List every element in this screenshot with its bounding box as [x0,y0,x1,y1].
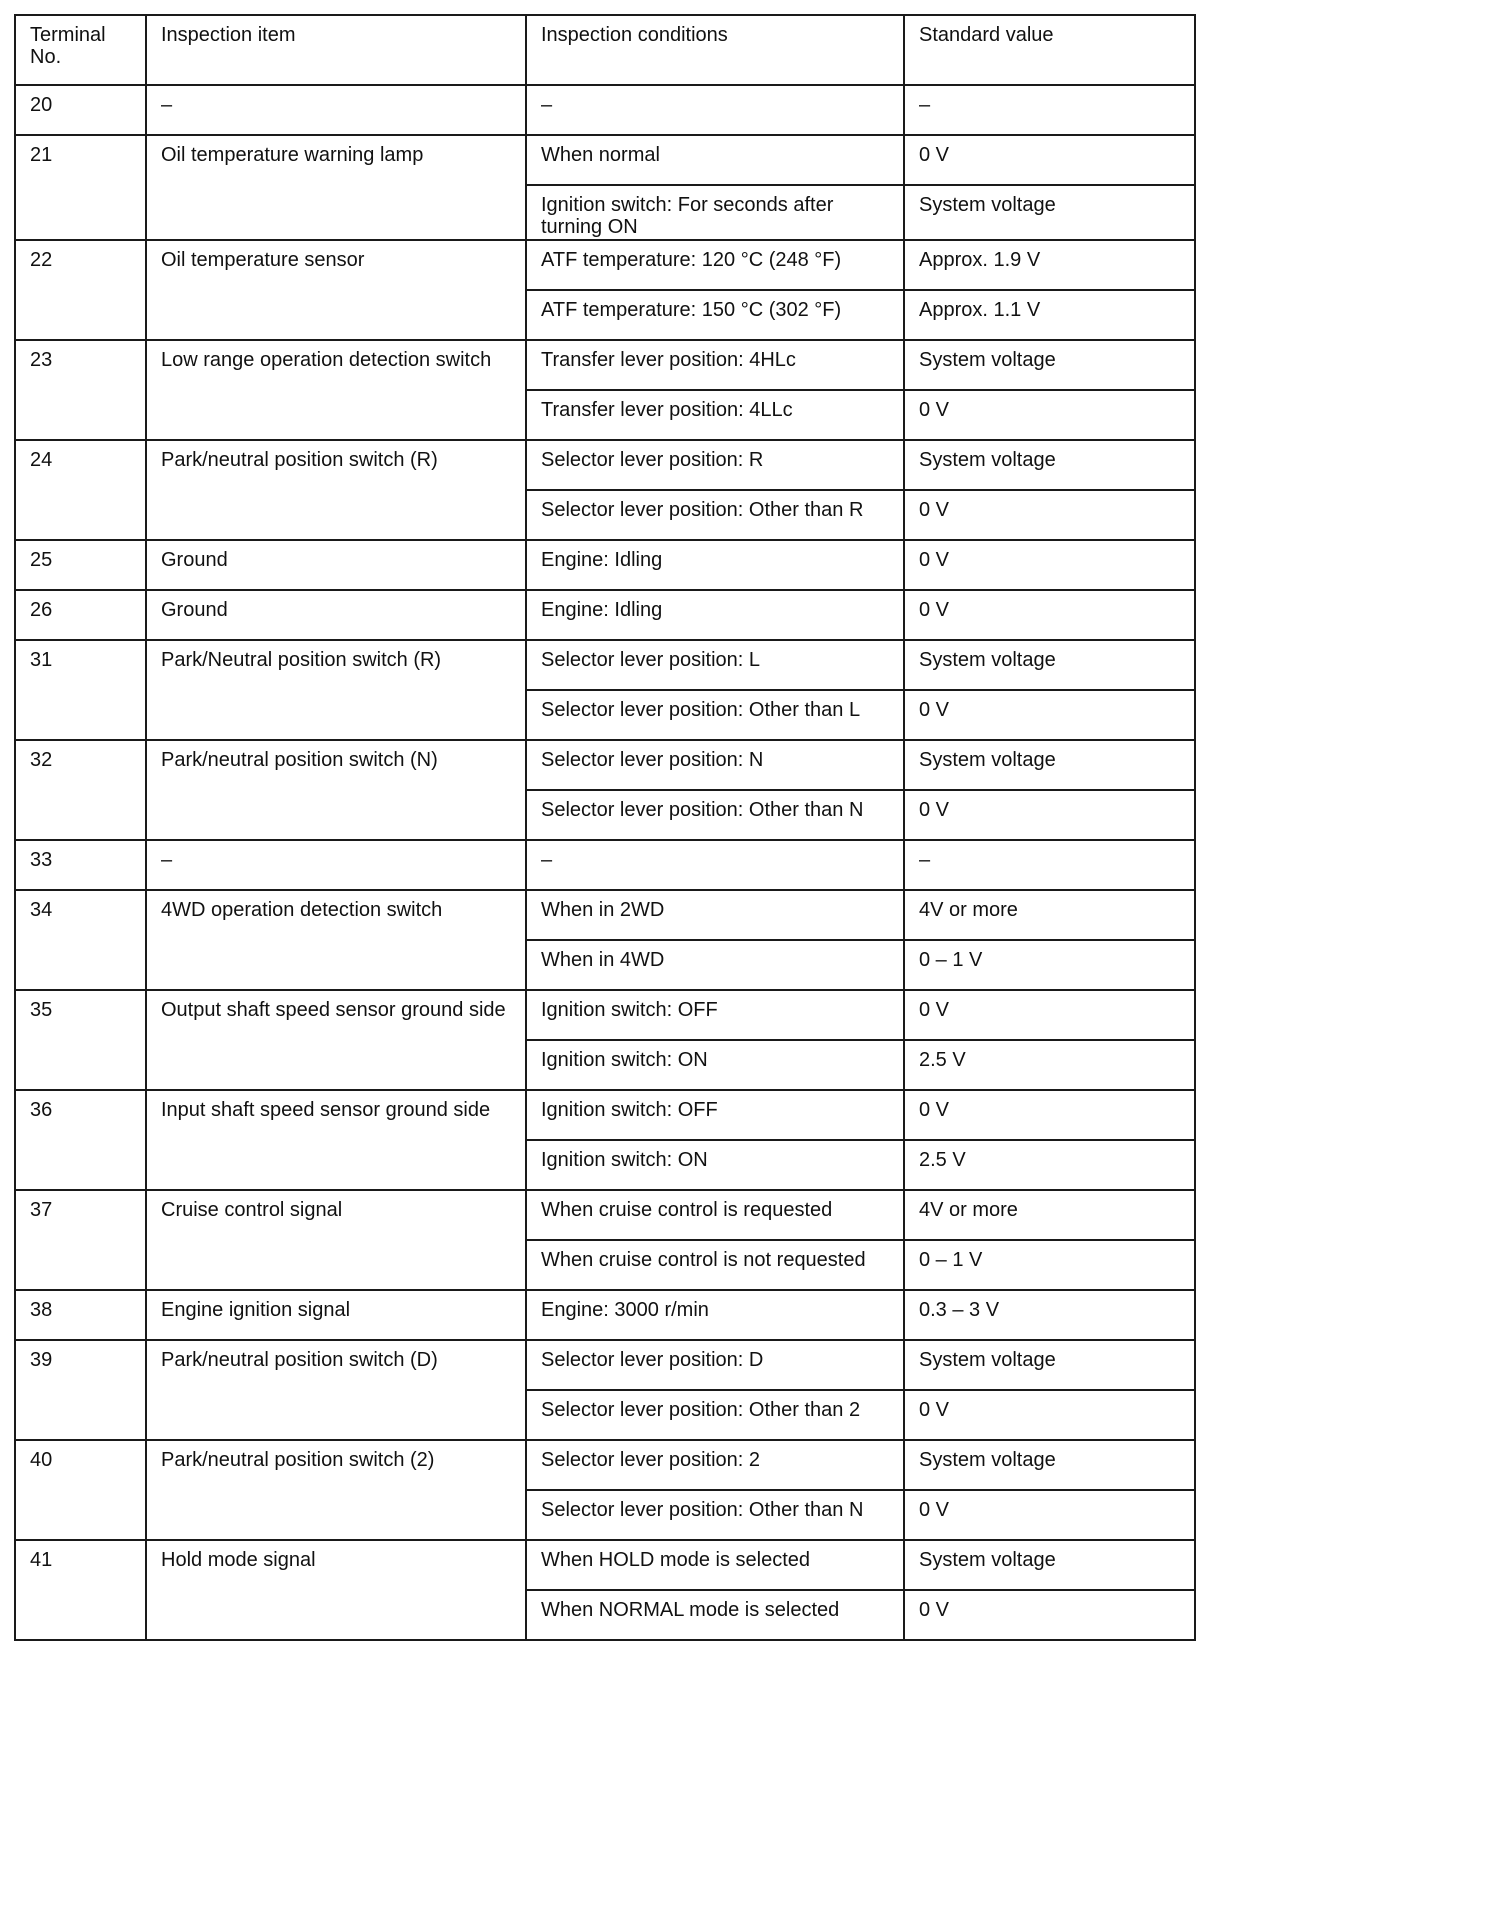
terminal-number-cell: 24 [15,440,146,540]
terminal-number-cell: 22 [15,240,146,340]
inspection-condition-cell: Ignition switch: OFF [526,1090,904,1140]
inspection-item-cell: Hold mode signal [146,1540,526,1640]
inspection-condition-cell: When normal [526,135,904,185]
terminal-number-cell: 41 [15,1540,146,1640]
table-row [15,640,1195,690]
standard-value-cell: System voltage [904,640,1195,690]
inspection-condition-cell: Transfer lever position: 4LLc [526,390,904,440]
table-row [15,590,1195,640]
table-row [15,1440,1195,1490]
inspection-condition-cell: When HOLD mode is selected [526,1540,904,1590]
standard-value-cell: 2.5 V [904,1140,1195,1190]
standard-value-cell: System voltage [904,440,1195,490]
inspection-item-cell: Park/neutral position switch (D) [146,1340,526,1440]
inspection-condition-cell: Ignition switch: ON [526,1140,904,1190]
standard-value-cell: 0 V [904,390,1195,440]
table-row [15,340,1195,390]
standard-value-cell: 2.5 V [904,1040,1195,1090]
inspection-table [14,14,1196,1641]
inspection-condition-cell: – [526,85,904,135]
inspection-condition-cell: When in 2WD [526,890,904,940]
inspection-item-cell: Ground [146,540,526,590]
table-row [15,240,1195,290]
header-inspection-conditions: Inspection conditions [526,15,904,85]
terminal-number-cell: 34 [15,890,146,990]
inspection-condition-cell: Selector lever position: Other than N [526,790,904,840]
inspection-item-cell: 4WD operation detection switch [146,890,526,990]
inspection-condition-cell: Selector lever position: Other than 2 [526,1390,904,1440]
standard-value-cell: 0 V [904,590,1195,640]
table-row [15,1540,1195,1590]
inspection-item-cell: Oil temperature warning lamp [146,135,526,240]
inspection-item-cell: Cruise control signal [146,1190,526,1290]
header-terminal-no: Terminal No. [15,15,146,85]
standard-value-cell: 0 – 1 V [904,1240,1195,1290]
header-row [15,15,1195,85]
table-body [15,85,1195,1640]
standard-value-cell: 0 V [904,135,1195,185]
terminal-number-cell: 26 [15,590,146,640]
inspection-item-cell: Park/neutral position switch (N) [146,740,526,840]
standard-value-cell: Approx. 1.9 V [904,240,1195,290]
terminal-number-cell: 25 [15,540,146,590]
table-row [15,990,1195,1040]
inspection-item-cell: Low range operation detection switch [146,340,526,440]
inspection-item-cell: Input shaft speed sensor ground side [146,1090,526,1190]
header-inspection-item: Inspection item [146,15,526,85]
inspection-condition-cell: Selector lever position: Other than R [526,490,904,540]
table-header [15,15,1195,85]
inspection-condition-cell: When cruise control is not requested [526,1240,904,1290]
inspection-condition-cell: Engine: 3000 r/min [526,1290,904,1340]
table-row [15,440,1195,490]
standard-value-cell: 0 V [904,1390,1195,1440]
inspection-condition-cell: Selector lever position: Other than N [526,1490,904,1540]
inspection-item-cell: Park/neutral position switch (2) [146,1440,526,1540]
table-row [15,840,1195,890]
standard-value-cell: System voltage [904,340,1195,390]
standard-value-cell: System voltage [904,740,1195,790]
standard-value-cell: 4V or more [904,890,1195,940]
inspection-item-cell: Ground [146,590,526,640]
standard-value-cell: 0 V [904,990,1195,1040]
terminal-number-cell: 21 [15,135,146,240]
inspection-condition-cell: ATF temperature: 150 °C (302 °F) [526,290,904,340]
terminal-number-cell: 39 [15,1340,146,1440]
inspection-item-cell: Park/Neutral position switch (R) [146,640,526,740]
inspection-condition-cell: Selector lever position: D [526,1340,904,1390]
table-row [15,1340,1195,1390]
terminal-number-cell: 20 [15,85,146,135]
inspection-item-cell: – [146,840,526,890]
standard-value-cell: System voltage [904,1540,1195,1590]
inspection-item-cell: Oil temperature sensor [146,240,526,340]
inspection-condition-cell: When in 4WD [526,940,904,990]
inspection-item-cell: Engine ignition signal [146,1290,526,1340]
table-row [15,1190,1195,1240]
standard-value-cell: – [904,85,1195,135]
inspection-condition-cell: Selector lever position: L [526,640,904,690]
inspection-condition-cell: When NORMAL mode is selected [526,1590,904,1640]
standard-value-cell: 0 – 1 V [904,940,1195,990]
standard-value-cell: 0 V [904,540,1195,590]
inspection-condition-cell: Selector lever position: Other than L [526,690,904,740]
inspection-condition-cell: Selector lever position: R [526,440,904,490]
inspection-condition-cell: Transfer lever position: 4HLc [526,340,904,390]
inspection-condition-cell: Selector lever position: 2 [526,1440,904,1490]
inspection-item-cell: – [146,85,526,135]
standard-value-cell: 0 V [904,1590,1195,1640]
standard-value-cell: Approx. 1.1 V [904,290,1195,340]
standard-value-cell: 0.3 – 3 V [904,1290,1195,1340]
table-row [15,540,1195,590]
terminal-number-cell: 33 [15,840,146,890]
table-row [15,85,1195,135]
inspection-condition-cell: When cruise control is requested [526,1190,904,1240]
standard-value-cell: System voltage [904,1340,1195,1390]
table-row [15,1090,1195,1140]
standard-value-cell: 0 V [904,690,1195,740]
table-row [15,135,1195,185]
inspection-item-cell: Output shaft speed sensor ground side [146,990,526,1090]
inspection-condition-cell: Engine: Idling [526,540,904,590]
table-row [15,1290,1195,1340]
inspection-condition-cell: Ignition switch: For seconds after turning ON [526,185,904,240]
terminal-number-cell: 31 [15,640,146,740]
header-standard-value: Standard value [904,15,1195,85]
standard-value-cell: System voltage [904,185,1195,240]
standard-value-cell: 4V or more [904,1190,1195,1240]
terminal-number-cell: 23 [15,340,146,440]
terminal-number-cell: 38 [15,1290,146,1340]
standard-value-cell: 0 V [904,790,1195,840]
standard-value-cell: System voltage [904,1440,1195,1490]
standard-value-cell: 0 V [904,1490,1195,1540]
standard-value-cell: – [904,840,1195,890]
inspection-condition-cell: ATF temperature: 120 °C (248 °F) [526,240,904,290]
inspection-condition-cell: – [526,840,904,890]
terminal-number-cell: 40 [15,1440,146,1540]
inspection-condition-cell: Ignition switch: OFF [526,990,904,1040]
terminal-number-cell: 35 [15,990,146,1090]
inspection-condition-cell: Selector lever position: N [526,740,904,790]
inspection-condition-cell: Ignition switch: ON [526,1040,904,1090]
terminal-number-cell: 32 [15,740,146,840]
terminal-number-cell: 36 [15,1090,146,1190]
terminal-number-cell: 37 [15,1190,146,1290]
standard-value-cell: 0 V [904,490,1195,540]
table-row [15,890,1195,940]
inspection-condition-cell: Engine: Idling [526,590,904,640]
table-row [15,740,1195,790]
inspection-item-cell: Park/neutral position switch (R) [146,440,526,540]
standard-value-cell: 0 V [904,1090,1195,1140]
